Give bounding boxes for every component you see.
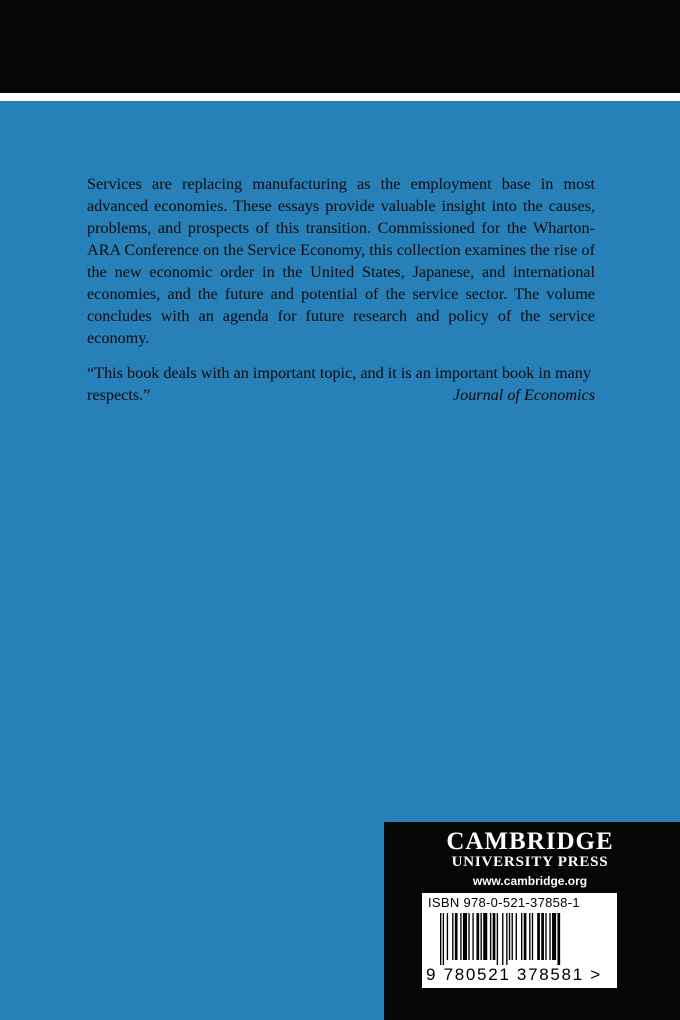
barcode-bar xyxy=(452,913,453,960)
barcode-bar xyxy=(516,913,517,960)
publisher-url: www.cambridge.org xyxy=(472,874,588,888)
barcode-bar xyxy=(493,913,496,960)
barcode-bar xyxy=(552,913,556,960)
barcode-panel xyxy=(422,893,617,988)
top-black-band xyxy=(0,0,680,93)
top-white-rule xyxy=(0,93,680,101)
barcode-bar xyxy=(541,913,544,960)
barcode-bar xyxy=(545,913,546,960)
barcode-bar xyxy=(483,913,487,960)
barcode-bar xyxy=(463,913,467,960)
barcode-bar xyxy=(476,913,479,960)
publisher-subtitle: UNIVERSITY PRESS xyxy=(451,854,609,870)
barcode-bar xyxy=(468,913,469,960)
barcode-bar xyxy=(472,913,473,960)
barcode-bar xyxy=(455,913,458,960)
isbn-label: ISBN 978-0-521-37858-1 xyxy=(428,895,580,910)
publisher-name: CAMBRIDGE xyxy=(446,828,614,855)
barcode-icon xyxy=(440,913,604,965)
book-description: Services are replacing manufacturing as the employment base in most advanced economies. These essays provide valuable insight into the causes, problems, and prospects of this transition. Commissioned for the Wharton-ARA Conference on the Service Economy, this collection examines the rise of the new economic order in the United States, Japanese, and international economies, and the future and potential of the service sector. The volume concludes with an agenda for future research and policy of the service economy. xyxy=(87,175,595,347)
review-source: Journal of Economics xyxy=(452,386,595,404)
barcode-bar xyxy=(502,913,503,965)
barcode-bar xyxy=(460,913,461,960)
barcode-bar xyxy=(490,913,491,960)
barcode-bar xyxy=(532,913,533,960)
barcode-bar xyxy=(529,913,530,960)
barcode-digits: 9 780521 378581 > xyxy=(426,965,602,984)
barcode-bar xyxy=(481,913,482,960)
barcode-bar xyxy=(557,913,560,965)
barcode-bar xyxy=(549,913,550,960)
barcode-bar xyxy=(440,913,441,965)
barcode-bar xyxy=(443,913,444,965)
barcode-bar xyxy=(509,913,510,960)
barcode-bar xyxy=(537,913,540,960)
barcode-bar xyxy=(497,913,498,965)
barcode-bar xyxy=(524,913,527,960)
review-quote: “This book deals with an important topic, and it is an important book in many respects.” xyxy=(87,364,591,404)
barcode-bar xyxy=(521,913,522,960)
barcode-bar xyxy=(512,913,513,960)
barcode-bar xyxy=(447,913,448,960)
barcode-bar xyxy=(506,913,507,965)
